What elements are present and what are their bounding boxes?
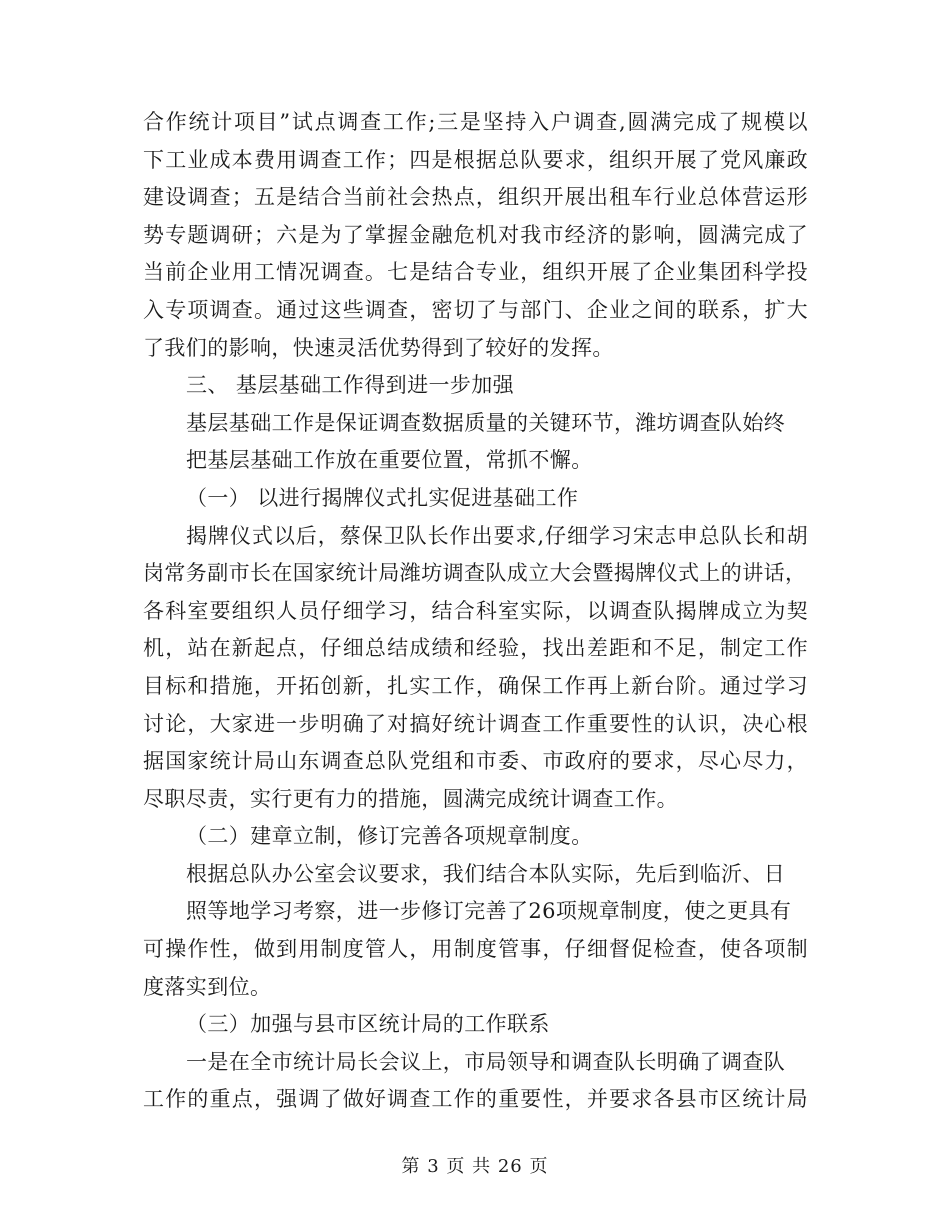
paragraph-line: 当前企业用工情况调查。七是结合专业，组织开展了企业集团科学投 (143, 260, 808, 285)
paragraph-line: 势专题调研；六是为了掌握金融危机对我市经济的影响，圆满完成了 (143, 222, 808, 247)
paragraph-line: 机，站在新起点，仔细总结成绩和经验，找出差距和不足，制定工作 (143, 636, 808, 661)
paragraph-line: 岗常务副市长在国家统计局潍坊调查队成立大会暨揭牌仪式上的讲话， (143, 561, 807, 586)
subsection-heading: （一） 以进行揭牌仪式扎实促进基础工作 (186, 485, 579, 510)
paragraph-line: 据国家统计局山东调查总队党组和市委、市政府的要求，尽心尽力， (143, 749, 808, 774)
paragraph-line: 尽职尽责，实行更有力的措施，圆满完成统计调查工作。 (143, 786, 678, 811)
paragraph-line: 照等地学习考察，进一步修订完善了26项规章制度，使之更具有 (186, 899, 792, 924)
paragraph-line: 目标和措施，开拓创新，扎实工作，确保工作再上新台阶。通过学习 (143, 673, 808, 698)
document-body (143, 104, 808, 1119)
page-number-label: 第 3 页 共 26 页 (401, 1156, 549, 1177)
paragraph-line: 把基层基础工作放在重要位置，常抓不懈。 (186, 448, 593, 473)
subsection-heading: （三）加强与县市区统计局的工作联系 (186, 1012, 550, 1037)
paragraph-line: 揭牌仪式以后，蔡保卫队长作出要求,仔细学习宋志申总队长和胡 (186, 523, 808, 548)
paragraph-line: 建设调查；五是结合当前社会热点，组织开展出租车行业总体营运形 (143, 185, 808, 210)
subsection-heading: （二）建章立制，修订完善各项规章制度。 (186, 824, 593, 849)
paragraph-line: 一是在全市统计局长会议上，市局领导和调查队长明确了调查队 (186, 1049, 786, 1074)
paragraph-line: 基层基础工作是保证调查数据质量的关键环节，潍坊调查队始终 (186, 410, 786, 435)
section-heading: 三、 基层基础工作得到进一步加强 (186, 373, 515, 398)
paragraph-line: 入专项调查。通过这些调查，密切了与部门、企业之间的联系，扩大 (143, 297, 808, 322)
paragraph-line: 度落实到位。 (143, 974, 272, 999)
paragraph-line: 了我们的影响，快速灵活优势得到了较好的发挥。 (143, 335, 614, 360)
paragraph-line: 工作的重点，强调了做好调查工作的重要性，并要求各县市区统计局 (143, 1087, 808, 1112)
paragraph-line: 可操作性，做到用制度管人，用制度管事，仔细督促检查，使各项制 (143, 937, 808, 962)
paragraph-line: 讨论，大家进一步明确了对搞好统计调查工作重要性的认识，决心根 (143, 711, 808, 736)
paragraph-line: 根据总队办公室会议要求，我们结合本队实际，先后到临沂、日 (186, 861, 786, 886)
paragraph-line: 各科室要组织人员仔细学习，结合科室实际，以调查队揭牌成立为契 (143, 598, 808, 623)
paragraph-line: 合作统计项目”试点调查工作;三是坚持入户调查,圆满完成了规模以 (143, 110, 808, 134)
paragraph-line: 下工业成本费用调查工作；四是根据总队要求，组织开展了党风廉政 (143, 147, 808, 172)
page-footer (0, 1152, 950, 1178)
